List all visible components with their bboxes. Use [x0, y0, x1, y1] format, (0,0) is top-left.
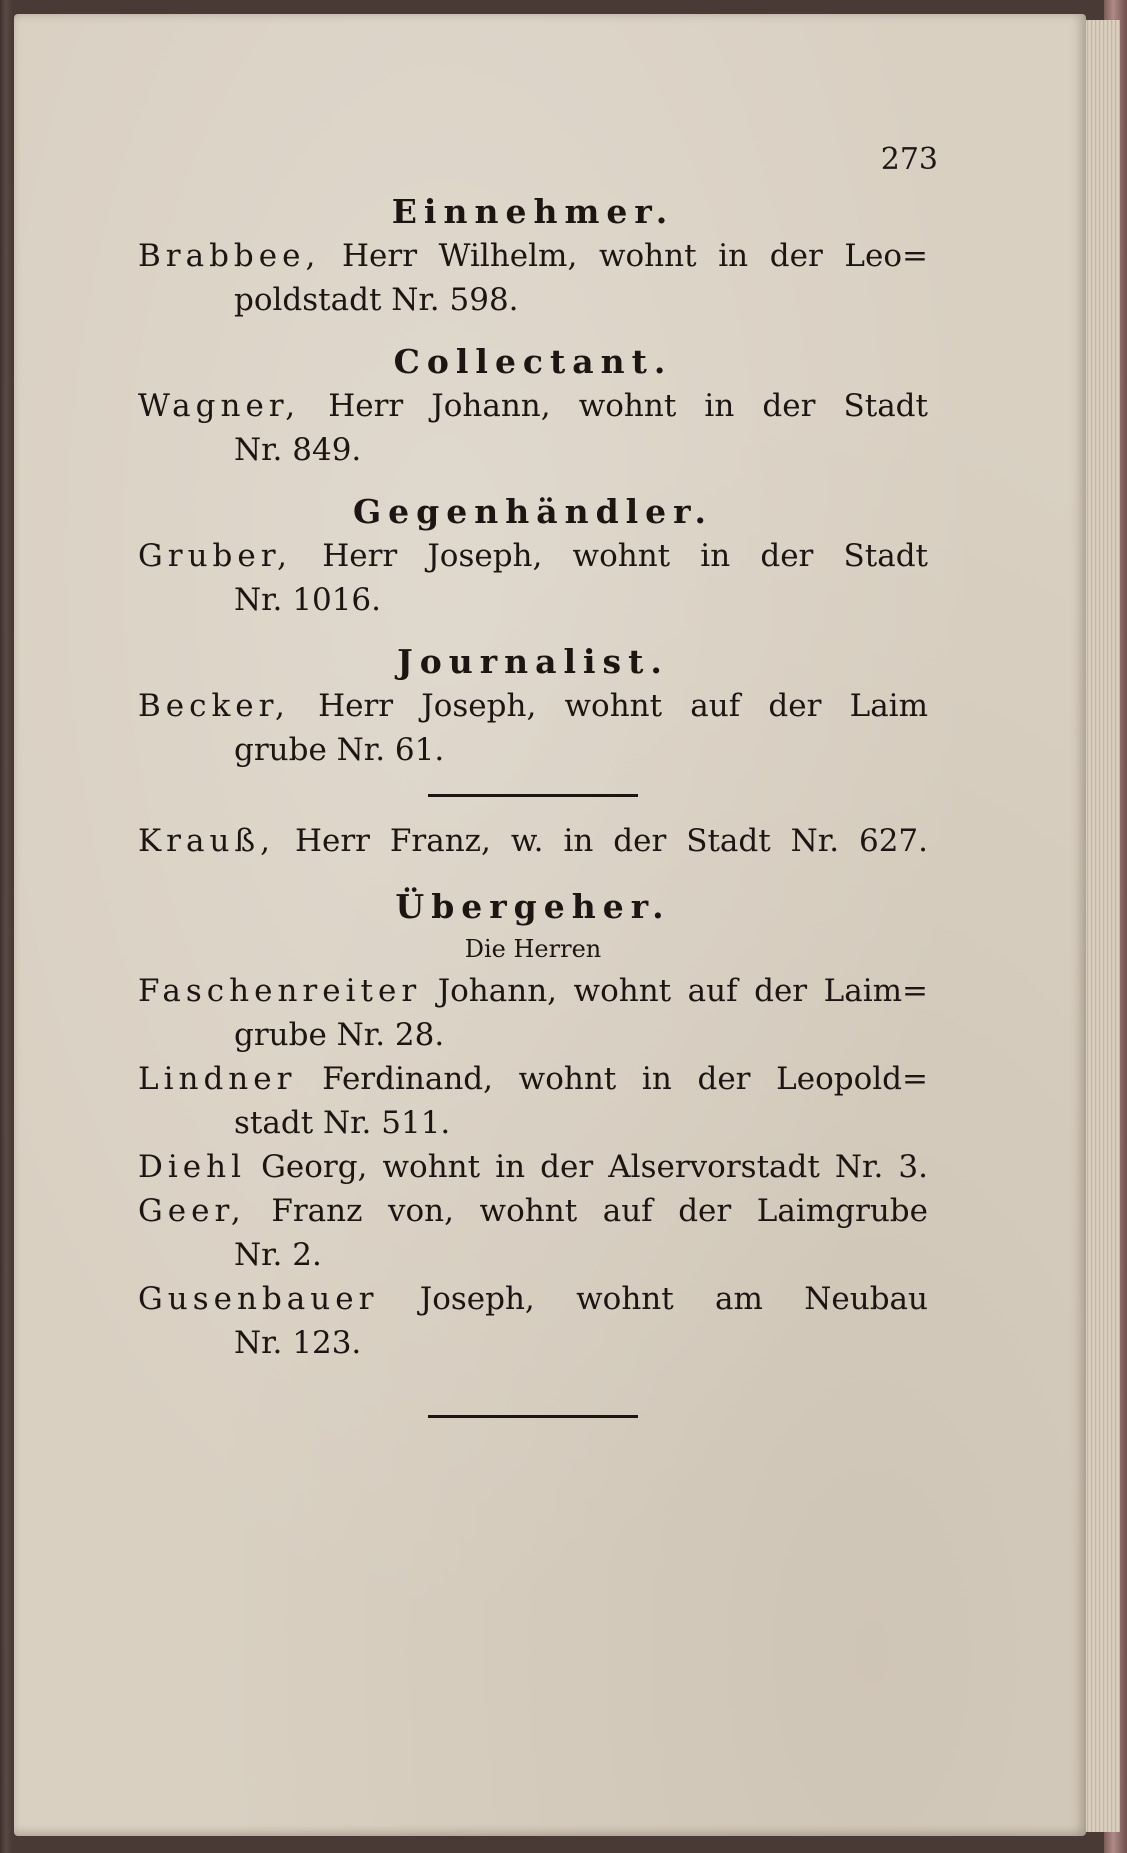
entry-name: Lindner	[138, 1061, 297, 1097]
entry-name: Brabbee,	[138, 238, 321, 274]
entry-continuation: Nr. 2.	[234, 1237, 322, 1273]
spacer	[138, 772, 928, 794]
page-content	[138, 190, 928, 1418]
spacer	[138, 472, 928, 490]
entry-krauss	[138, 819, 928, 863]
entry-line	[138, 969, 928, 1013]
entry-name: Gusenbauer	[138, 1281, 379, 1317]
entry-name: Becker,	[138, 688, 290, 724]
entry-diehl	[138, 1145, 928, 1189]
subheading-die-herren: Die Herren	[464, 935, 602, 963]
entry-becker	[138, 684, 928, 772]
entry-continuation: stadt Nr. 511.	[234, 1105, 451, 1141]
entry-faschenreiter	[138, 969, 928, 1057]
heading-collectant: Collectant.	[393, 342, 673, 381]
entry-text: Herr Joseph, wohnt in der Stadt	[322, 538, 928, 574]
entry-text: Ferdinand, wohnt in der Leopold=	[322, 1061, 929, 1097]
entry-gruber	[138, 534, 928, 622]
entry-line	[138, 1145, 928, 1189]
entry-brabbee	[138, 234, 928, 322]
entry-line	[138, 1277, 928, 1321]
heading-gegenhaendler: Gegenhändler.	[352, 492, 714, 531]
entry-text: Joseph, wohnt am Neubau	[419, 1281, 929, 1317]
entry-text: Georg, wohnt in der Alservorstadt Nr. 3.	[261, 1149, 928, 1185]
entry-line	[138, 534, 928, 578]
entry-line	[138, 819, 928, 863]
heading-journalist: Journalist.	[397, 642, 669, 681]
entry-continuation: Nr. 849.	[234, 432, 362, 468]
end-rule	[428, 1415, 638, 1418]
entry-line	[138, 384, 928, 428]
entry-name: Geer,	[138, 1193, 246, 1229]
entry-continuation: Nr. 1016.	[234, 582, 381, 618]
entry-name: Gruber,	[138, 538, 293, 574]
entry-line	[138, 684, 928, 728]
entry-name: Diehl	[138, 1149, 246, 1185]
entry-continuation: Nr. 123.	[234, 1325, 362, 1361]
page-number: 273	[880, 142, 938, 177]
entry-name: Wagner,	[138, 388, 301, 424]
entry-text: Johann, wohnt auf der Laim=	[437, 973, 929, 1009]
entry-geer	[138, 1189, 928, 1277]
entry-line	[138, 1189, 928, 1233]
entry-continuation: poldstadt Nr. 598.	[234, 282, 519, 318]
entry-text: Franz von, wohnt auf der Laimgrube	[271, 1193, 928, 1229]
spacer	[138, 1365, 928, 1415]
entry-text: Herr Johann, wohnt in der Stadt	[328, 388, 928, 424]
spacer	[138, 622, 928, 640]
heading-einnehmer: Einnehmer.	[391, 192, 675, 231]
entry-line	[138, 1057, 928, 1101]
entry-continuation: grube Nr. 61.	[234, 732, 445, 768]
entry-text: Herr Franz, w. in der Stadt Nr. 627.	[294, 823, 929, 859]
spacer	[138, 322, 928, 340]
entry-text: Herr Joseph, wohnt auf der Laim	[318, 688, 928, 724]
heading-uebergeher: Übergeher.	[395, 887, 671, 926]
spacer	[138, 863, 928, 885]
page-edges	[1082, 20, 1120, 1832]
entry-continuation: grube Nr. 28.	[234, 1017, 445, 1053]
entry-gusenbauer	[138, 1277, 928, 1365]
entry-wagner	[138, 384, 928, 472]
spacer	[138, 797, 928, 819]
entry-text: Herr Wilhelm, wohnt in der Leo=	[342, 238, 928, 274]
entry-name: Krauß,	[138, 823, 275, 859]
entry-name: Faschenreiter	[138, 973, 422, 1009]
entry-line	[138, 234, 928, 278]
entry-lindner	[138, 1057, 928, 1145]
